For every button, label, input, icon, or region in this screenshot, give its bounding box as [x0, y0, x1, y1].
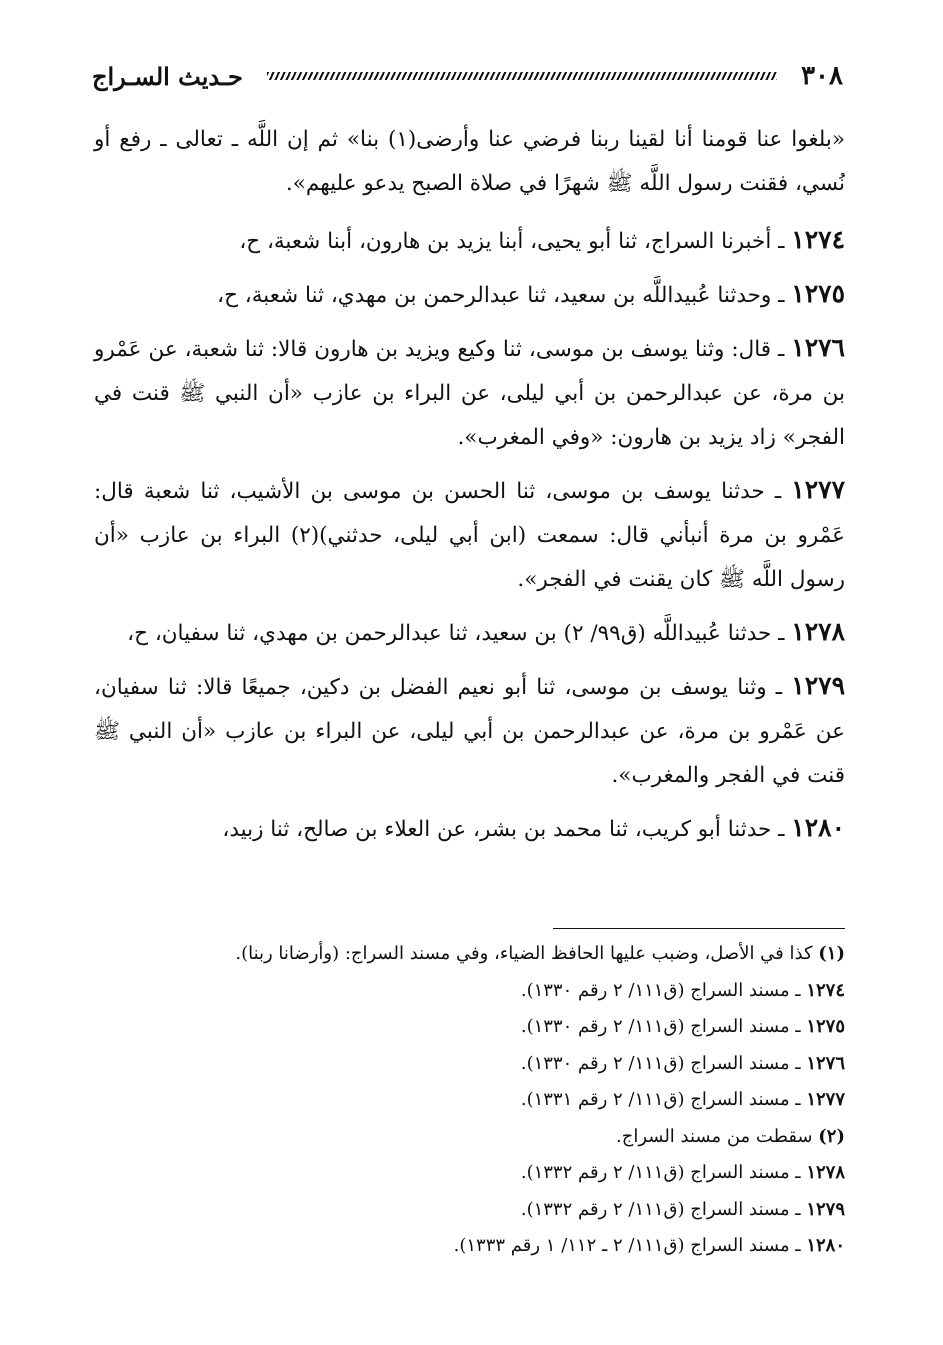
hadith-text: ـ قال: وثنا يوسف بن موسى، ثنا وكيع ويزيد بن هارون قالا: ثنا شعبة، عن عَمْرو بن مرة، عن عبدالرحمن بن أبي ليلى، عن البراء بن عازب «أن النبي ﷺ قنت في الفجر» زاد يزيد بن هارون: «وفي المغرب».: [94, 337, 845, 450]
main-text: [94, 118, 845, 860]
footnote-number: ١٢٧٤: [806, 979, 845, 1001]
hadith-text: ـ وحدثنا عُبيداللَّه بن سعيد، ثنا عبدالرحمن بن مهدي، ثنا شعبة، ح،: [217, 283, 785, 308]
footnote-number: ١٢٨٠: [806, 1235, 845, 1256]
hadith-number: ١٢٧٤: [791, 225, 845, 254]
footnotes: [94, 936, 845, 1265]
hadith-text: ـ وثنا يوسف بن موسى، ثنا أبو نعيم الفضل بن دكين، جميعًا قالا: ثنا سفيان، عن عَمْرو بن مرة، عن عبدالرحمن بن أبي ليلى، عن البراء بن عازب «أن النبي ﷺ قنت في الفجر والمغرب».: [94, 675, 845, 788]
header-rule: [267, 72, 777, 80]
footnote: [94, 1155, 845, 1192]
hadith-1274: [94, 218, 845, 264]
hadith-number: ١٢٧٥: [791, 279, 845, 308]
footnote-number: (٢): [818, 1125, 845, 1147]
footnote-text: ـ مسند السراج (ق١١١/ ٢ رقم ١٣٣٠).: [520, 979, 801, 1001]
footnote: [94, 1009, 845, 1046]
footnote: [94, 1192, 845, 1229]
footnote-text: ـ مسند السراج (ق١١١/ ٢ ـ ١١٢/ ١ رقم ١٣٣٣).: [453, 1235, 801, 1256]
hadith-number: ١٢٧٧: [791, 475, 845, 504]
hadith-text: ـ أخبرنا السراج، ثنا أبو يحيى، أبنا يزيد بن هارون، أبنا شعبة، ح،: [239, 229, 785, 254]
hadith-1275: [94, 272, 845, 318]
footnote-number: ١٢٧٩: [806, 1198, 845, 1220]
footnote: [94, 1046, 845, 1083]
footnote-number: (١): [818, 943, 845, 964]
footnote-number: ١٢٧٨: [806, 1162, 845, 1183]
footnote-text: ـ مسند السراج (ق١١١/ ٢ رقم ١٣٣٠).: [520, 1016, 801, 1037]
footnote-text: ـ مسند السراج (ق١١١/ ٢ رقم ١٣٣١).: [520, 1089, 801, 1110]
footnote-text: ـ مسند السراج (ق١١١/ ٢ رقم ١٣٣٢).: [520, 1198, 801, 1220]
hadith-1277: [94, 468, 845, 602]
hadith-number: ١٢٧٩: [791, 671, 845, 700]
footnote: [94, 1119, 845, 1156]
hadith-1278: [94, 610, 845, 656]
hadith-1280: [94, 806, 845, 852]
hadith-number: ١٢٧٨: [791, 617, 845, 646]
paragraph-continued: [94, 118, 845, 206]
paragraph-text: «بلغوا عنا قومنا أنا لقينا ربنا فرضي عنا وأرضى(١) بنا» ثم إن اللَّه ـ تعالى ـ رفع أو نُسي، فقنت رسول اللَّه ﷺ شهرًا في صلاة الصبح يدعو عليهم».: [94, 127, 845, 196]
footnote: [94, 973, 845, 1010]
hadith-number: ١٢٨٠: [791, 813, 845, 842]
footnote-number: ١٢٧٥: [806, 1016, 845, 1037]
footnote-text: سقطت من مسند السراج.: [615, 1125, 813, 1147]
hadith-1279: [94, 664, 845, 798]
page-number: ٣٠٨: [801, 61, 843, 91]
footnote: [94, 1082, 845, 1119]
hadith-text: ـ حدثنا أبو كريب، ثنا محمد بن بشر، عن العلاء بن صالح، ثنا زبيد،: [222, 817, 785, 842]
footnote-number: ١٢٧٦: [806, 1052, 845, 1074]
footnote: [94, 1228, 845, 1265]
footnote: [94, 936, 845, 973]
page-header: [92, 58, 843, 94]
footnote-text: كذا في الأصل، وضبب عليها الحافظ الضياء، وفي مسند السراج: (وأرضانا ربنا).: [235, 943, 813, 964]
running-title: حـديث السـراج: [92, 61, 243, 91]
hadith-text: ـ حدثنا عُبيداللَّه (ق٩٩/ ٢) بن سعيد، ثنا عبدالرحمن بن مهدي، ثنا سفيان، ح،: [127, 621, 785, 646]
hadith-1276: [94, 326, 845, 460]
footnote-text: ـ مسند السراج (ق١١١/ ٢ رقم ١٣٣٢).: [520, 1162, 801, 1183]
footnote-number: ١٢٧٧: [806, 1089, 845, 1110]
hadith-number: ١٢٧٦: [791, 333, 845, 362]
hadith-text: ـ حدثنا يوسف بن موسى، ثنا الحسن بن موسى بن الأشيب، ثنا شعبة قال: عَمْرو بن مرة أنبأني قال: سمعت (ابن أبي ليلى، حدثني)(٢) البراء بن عازب «أن رسول اللَّه ﷺ كان يقنت في الفجر».: [94, 479, 846, 592]
footnote-separator: [553, 928, 845, 929]
footnote-text: ـ مسند السراج (ق١١١/ ٢ رقم ١٣٣٠).: [520, 1052, 801, 1074]
